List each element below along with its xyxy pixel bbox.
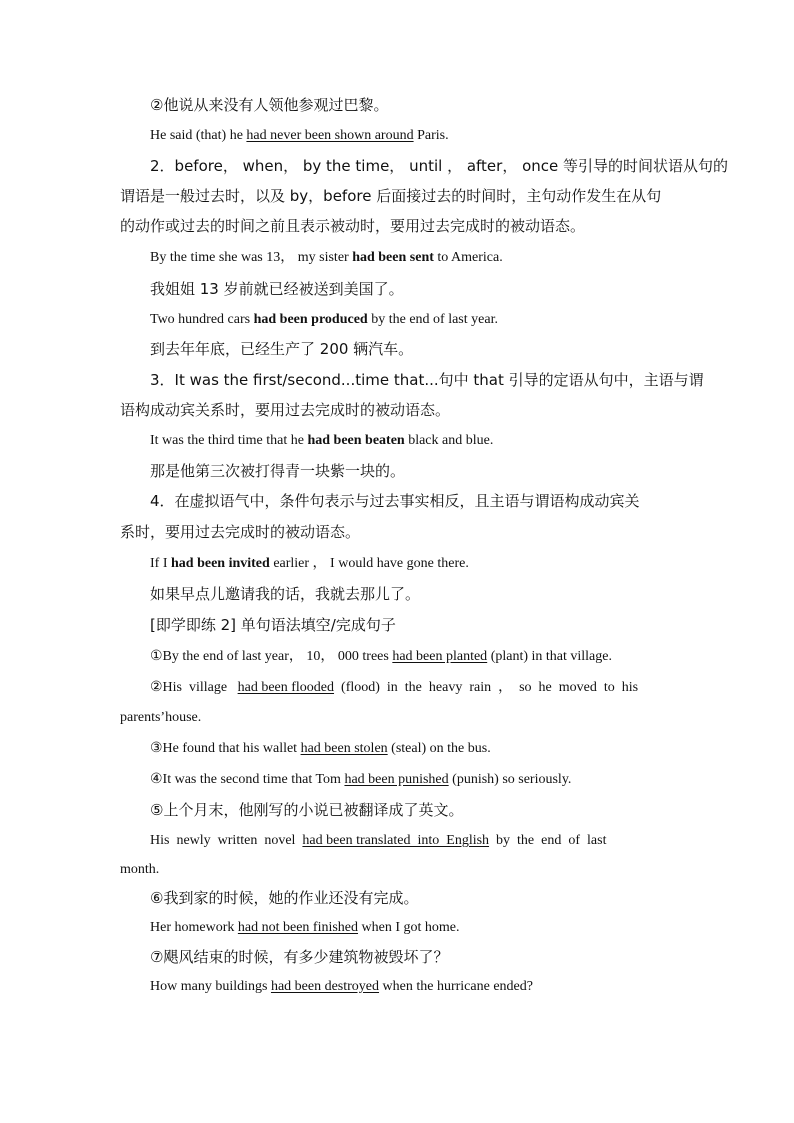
example-chinese-5: 如果早点儿邀请我的话，我就去那儿了。: [150, 585, 421, 603]
underlined-answer: had been punished: [344, 772, 449, 787]
example-chinese-4: 那是他第三次被打得青一块紫一块的。: [150, 462, 406, 480]
example-english-4: It was the third time that he had been beaten black and blue.: [150, 433, 494, 448]
exercise-item-1: ①By the end of last year， 10， 000 trees had been planted (plant) in that village.: [150, 649, 612, 664]
rule-3-line-2: 语构成动宾关系时，要用过去完成时的被动语态。: [120, 401, 451, 419]
underlined-answer: had not been finished: [237, 920, 359, 935]
exercise-item-6-chinese: ⑥我到家的时候，她的作业还没有完成。: [150, 889, 419, 907]
example-chinese-3: 到去年年底，已经生产了 200 辆汽车。: [150, 340, 414, 358]
bold-phrase: had been produced: [253, 312, 368, 327]
rule-4-line-2: 系时，要用过去完成时的被动语态。: [120, 523, 361, 541]
example-english-1: He said (that) he had never been shown around Paris.: [150, 128, 449, 143]
underlined-answer: had been flooded: [237, 680, 335, 695]
underlined-answer: had been destroyed: [270, 979, 380, 994]
example-chinese-1: ②他说从来没有人领他参观过巴黎。: [150, 96, 389, 114]
example-english-5: If I had been invited earlier ， I would have gone there.: [150, 556, 469, 571]
exercise-item-7-english: How many buildings had been destroyed when the hurricane ended?: [150, 979, 533, 994]
exercise-item-5-cont: month.: [120, 862, 160, 877]
exercise-item-2: ②His village had been flooded (flood) in the heavy rain ， so he moved to his: [150, 680, 639, 695]
example-english-2: By the time she was 13， my sister had been sent to America.: [150, 250, 503, 265]
underlined-answer: had been stolen: [300, 741, 388, 756]
exercise-heading: [即学即练 2] 单句语法填空/完成句子: [150, 616, 396, 634]
bold-phrase: had been sent: [352, 250, 434, 265]
underlined-answer: had never been shown around: [246, 128, 414, 143]
example-english-3: Two hundred cars had been produced by the end of last year.: [150, 312, 498, 327]
underlined-answer: had been translated into English: [302, 833, 490, 848]
example-chinese-2: 我姐姐 13 岁前就已经被送到美国了。: [150, 280, 404, 298]
bold-phrase: had been beaten: [307, 433, 405, 448]
rule-2-line-1: 2．before， when， by the time， until ， after， once 等引导的时间状语从句的: [150, 157, 729, 175]
exercise-item-5-english: His newly written novel had been translated into English by the end of last: [150, 833, 607, 848]
underlined-answer: had been planted: [392, 649, 488, 664]
exercise-item-6-english: Her homework had not been finished when I got home.: [150, 920, 460, 935]
exercise-item-5-chinese: ⑤上个月末，他刚写的小说已被翻译成了英文。: [150, 801, 464, 819]
rule-2-line-3: 的动作或过去的时间之前且表示被动时，要用过去完成时的被动语态。: [120, 217, 586, 235]
bold-phrase: had been invited: [171, 556, 270, 571]
rule-3-line-1: 3．It was the first/second...time that...句中 that 引导的定语从句中，主语与谓: [150, 371, 704, 389]
rule-4-line-1: 4．在虚拟语气中，条件句表示与过去事实相反，且主语与谓语构成动宾关: [150, 492, 640, 510]
exercise-item-3: ③He found that his wallet had been stolen (steal) on the bus.: [150, 741, 491, 756]
exercise-item-2-cont: parents’house.: [120, 710, 202, 725]
exercise-item-4: ④It was the second time that Tom had been punished (punish) so seriously.: [150, 772, 572, 787]
rule-2-line-2: 谓语是一般过去时，以及 by，before 后面接过去的时间时，主句动作发生在从句: [120, 187, 662, 205]
exercise-item-7-chinese: ⑦飓风结束的时候，有多少建筑物被毁坏了？: [150, 948, 449, 966]
